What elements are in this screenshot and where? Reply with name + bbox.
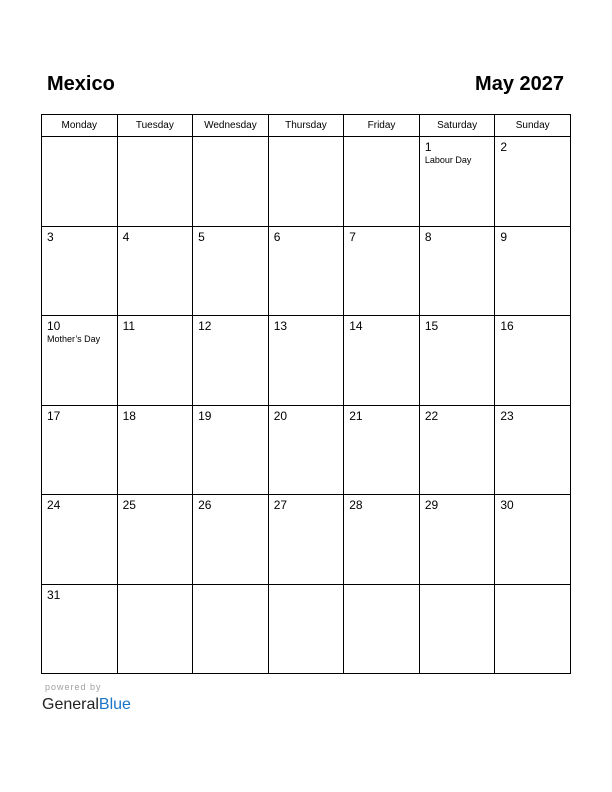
day-number: 3 [47, 229, 54, 244]
day-cell [193, 316, 269, 406]
day-number: 7 [349, 229, 356, 244]
day-number: 1 [424, 140, 432, 154]
weekday-header: Wednesday [193, 115, 269, 137]
day-cell [117, 495, 193, 585]
day-number: 29 [424, 498, 439, 512]
day-cell [42, 405, 118, 495]
day-number: 2 [500, 140, 508, 154]
day-cell [268, 137, 344, 227]
day-number: 10 [47, 319, 61, 333]
day-cell [344, 405, 420, 495]
day-cell [344, 137, 420, 227]
day-cell [495, 584, 571, 674]
day-number: 31 [47, 587, 61, 602]
day-cell [117, 316, 193, 406]
day-cell [268, 495, 344, 585]
day-number: 26 [198, 498, 212, 512]
day-number: 9 [500, 229, 508, 244]
week-row [42, 495, 571, 585]
weekday-header: Tuesday [117, 115, 193, 137]
day-cell [419, 405, 495, 495]
week-row [42, 137, 571, 227]
day-cell [419, 584, 495, 674]
day-cell [268, 226, 344, 316]
day-number: 17 [47, 408, 61, 423]
day-cell [344, 226, 420, 316]
day-cell [495, 226, 571, 316]
day-cell [419, 495, 495, 585]
calendar-grid [41, 114, 571, 674]
country-title: Mexico [47, 73, 115, 95]
day-cell [117, 405, 193, 495]
day-number: 8 [424, 229, 432, 244]
holiday-label: Mother’s Day [47, 334, 101, 344]
logo-general-text: General [42, 696, 99, 713]
day-cell [117, 584, 193, 674]
day-cell [193, 584, 269, 674]
day-cell [419, 226, 495, 316]
week-row [42, 316, 571, 406]
day-cell [268, 316, 344, 406]
day-number: 27 [273, 498, 288, 512]
day-cell [344, 584, 420, 674]
day-number: 21 [349, 408, 363, 423]
month-title: May 2027 [475, 73, 564, 95]
day-cell [42, 316, 118, 406]
day-cell [42, 137, 118, 227]
week-row [42, 584, 571, 674]
day-number: 15 [424, 319, 439, 333]
day-cell [193, 405, 269, 495]
day-number: 11 [122, 319, 136, 333]
week-row [42, 405, 571, 495]
day-number: 30 [500, 498, 514, 512]
day-cell [193, 137, 269, 227]
day-number: 28 [349, 498, 363, 512]
generalblue-branding[interactable] [42, 682, 131, 715]
day-cell [344, 316, 420, 406]
day-number: 24 [47, 498, 61, 512]
week-row [42, 226, 571, 316]
day-cell [495, 405, 571, 495]
day-cell [193, 495, 269, 585]
day-number: 19 [198, 408, 212, 423]
weekday-header: Friday [344, 115, 420, 137]
day-cell [268, 405, 344, 495]
weekday-header: Monday [42, 115, 118, 137]
day-cell [268, 584, 344, 674]
day-number: 18 [122, 408, 136, 423]
powered-by-text: powered by [45, 682, 102, 692]
day-number: 22 [424, 408, 439, 423]
day-cell [495, 495, 571, 585]
day-number: 6 [273, 229, 281, 244]
generalblue-logo [42, 695, 131, 715]
weekday-header: Saturday [419, 115, 495, 137]
day-number: 25 [122, 498, 136, 512]
day-number: 20 [273, 408, 288, 423]
holiday-label: Labour Day [424, 155, 472, 165]
day-cell [117, 137, 193, 227]
weekday-header: Sunday [495, 115, 571, 137]
day-cell [419, 137, 495, 227]
day-number: 5 [198, 229, 205, 244]
day-cell [495, 137, 571, 227]
day-cell [344, 495, 420, 585]
day-cell [193, 226, 269, 316]
logo-blue-text: Blue [98, 696, 131, 713]
weekday-header: Thursday [268, 115, 344, 137]
day-number: 4 [122, 229, 130, 244]
weekday-header-row [42, 115, 571, 137]
day-number: 16 [500, 319, 514, 333]
day-number: 13 [273, 319, 288, 333]
day-cell [42, 584, 118, 674]
day-cell [117, 226, 193, 316]
day-cell [42, 495, 118, 585]
day-number: 14 [349, 319, 363, 333]
day-number: 12 [198, 319, 212, 333]
day-cell [419, 316, 495, 406]
day-cell [42, 226, 118, 316]
day-cell [495, 316, 571, 406]
day-number: 23 [500, 408, 514, 423]
